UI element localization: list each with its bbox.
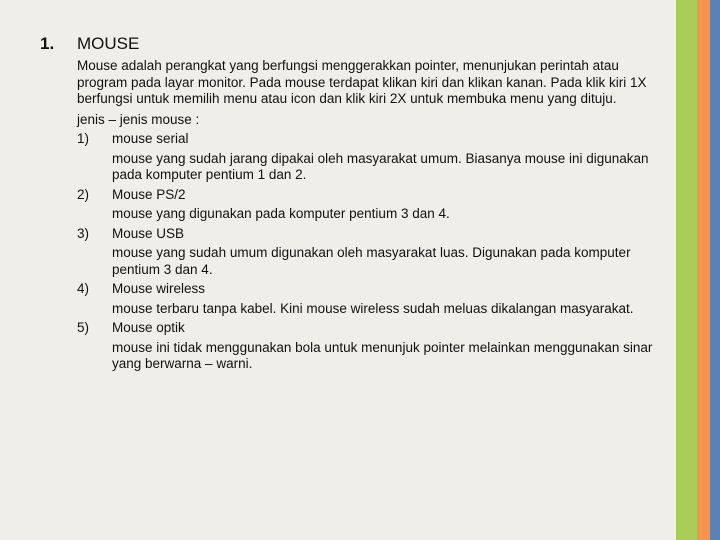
slide-content: [77, 58, 659, 373]
list-item-title: Mouse wireless: [112, 281, 206, 296]
mouse-type-list: [77, 131, 659, 373]
list-item-number: 1): [77, 131, 90, 146]
list-item-title: Mouse optik: [112, 320, 185, 335]
types-heading: jenis – jenis mouse :: [77, 111, 200, 127]
list-item-number: 3): [77, 225, 90, 241]
list-item-description: mouse terbaru tanpa kabel. Kini mouse wireless sudah meluas dikalangan masyarakat.: [112, 300, 634, 316]
list-item-number: 5): [77, 320, 90, 335]
list-item-description: mouse yang sudah jarang dipakai oleh masyarakat umum. Biasanya mouse ini digunakan pada komputer pentium 1 dan 2.: [112, 150, 649, 182]
list-item: [77, 320, 659, 373]
list-item: [77, 187, 659, 223]
list-item: [77, 281, 659, 317]
list-item-number: 2): [77, 186, 90, 202]
list-item-title: Mouse PS/2: [112, 186, 186, 202]
heading-title: MOUSE: [77, 34, 140, 53]
list-item: [77, 131, 659, 184]
list-item-title: mouse serial: [112, 131, 189, 146]
heading-number: 1.: [40, 34, 55, 53]
decorative-stripe-blue: [710, 0, 720, 540]
list-item-number: 4): [77, 281, 90, 296]
list-item: [77, 226, 659, 279]
intro-paragraph: Mouse adalah perangkat yang berfungsi menggerakkan pointer, menunjukan perintah atau program pada layar monitor. Pada mouse terdapat klikan kiri dan klikan kanan. Pada klik kiri 1X berfungsi untuk memilih menu atau icon dan klik kiri 2X untuk membuka menu yang dituju.: [77, 58, 647, 106]
decorative-stripe-orange: [697, 0, 710, 540]
list-item-description: mouse yang sudah umum digunakan oleh masyarakat luas. Digunakan pada komputer pentium 3 dan 4.: [112, 245, 631, 277]
decorative-stripe-green: [676, 0, 697, 540]
list-item-description: mouse ini tidak menggunakan bola untuk menunjuk pointer melainkan menggunakan sinar yang berwarna – warni.: [112, 339, 653, 371]
list-item-description: mouse yang digunakan pada komputer pentium 3 dan 4.: [112, 206, 450, 221]
list-item-title: Mouse USB: [112, 225, 185, 241]
